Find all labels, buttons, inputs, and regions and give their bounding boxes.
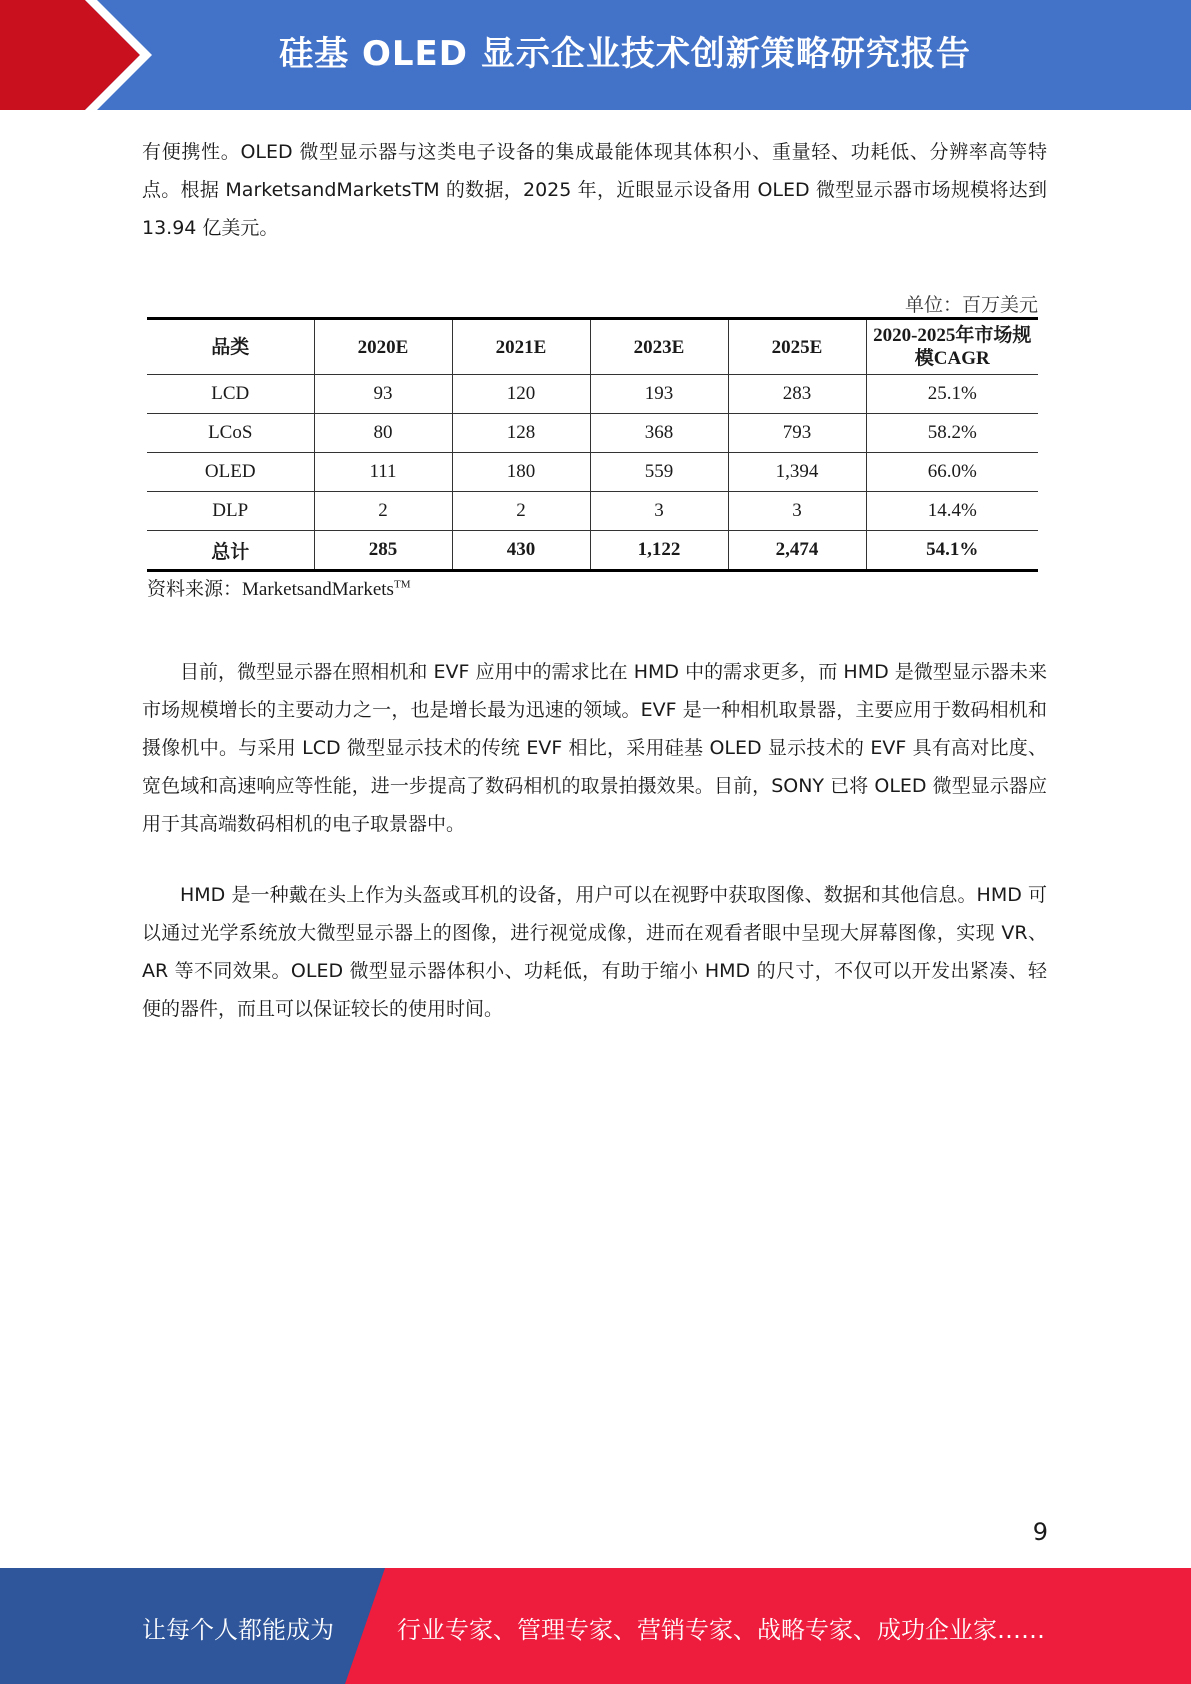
table-cell: 93 bbox=[314, 375, 452, 414]
table-row bbox=[147, 414, 1038, 453]
header-cell-2020e: 2020E bbox=[314, 319, 452, 375]
footer-banner bbox=[0, 1568, 1191, 1684]
header-cell-2025e: 2025E bbox=[728, 319, 866, 375]
table-cell: 128 bbox=[452, 414, 590, 453]
header-cell-2023e: 2023E bbox=[590, 319, 728, 375]
table-cell: 111 bbox=[314, 453, 452, 492]
body-paragraph-3: HMD 是一种戴在头上作为头盔或耳机的设备，用户可以在视野中获取图像、数据和其他信息。HMD 可以通过光学系统放大微型显示器上的图像，进行视觉成像，进而在观看者眼中呈现大屏幕图像，实现 VR、AR 等不同效果。OLED 微型显示器体积小、功耗低，有助于缩小 HMD 的尺寸，不仅可以开发出紧凑、轻便的器件，而且可以保证较长的使用时间。 bbox=[142, 884, 1047, 1020]
header-cell-cagr: 2020-2025年市场规模CAGR bbox=[866, 319, 1038, 375]
table-cell: 总计 bbox=[211, 541, 250, 563]
table-cell: 283 bbox=[728, 375, 866, 414]
table-cell: 2 bbox=[452, 492, 590, 531]
table-cell: 54.1% bbox=[866, 531, 1038, 571]
table-cell: OLED bbox=[147, 453, 314, 492]
table-total-row bbox=[147, 531, 1038, 571]
table-cell: 14.4% bbox=[866, 492, 1038, 531]
table-unit-label: 单位：百万美元 bbox=[904, 294, 1038, 316]
body-paragraph-2: 目前，微型显示器在照相机和 EVF 应用中的需求比在 HMD 中的需求更多，而 HMD 是微型显示器未来市场规模增长的主要动力之一，也是增长最为迅速的领域。EVF 是一种相机取景器，主要应用于数码相机和摄像机中。与采用 LCD 微型显示技术的传统 EVF 相比，采用硅基 OLED 显示技术的 EVF 具有高对比度、宽色域和高速响应等性能，进一步提高了数码相机的取景拍摄效果。目前，SONY 已将 OLED 微型显示器应用于其高端数码相机的电子取景器中。 bbox=[142, 661, 1047, 835]
table-cell: DLP bbox=[147, 492, 314, 531]
table-cell: 25.1% bbox=[866, 375, 1038, 414]
header-banner bbox=[0, 0, 1191, 110]
table-cell: 368 bbox=[590, 414, 728, 453]
footer-slogan-left: 让每个人都能成为 bbox=[142, 1616, 334, 1644]
table-source-note bbox=[147, 574, 410, 601]
footer-slogan-right: 行业专家、管理专家、营销专家、战略专家、成功企业家…… bbox=[397, 1616, 1045, 1644]
table-cell: 58.2% bbox=[866, 414, 1038, 453]
table-cell: 2 bbox=[314, 492, 452, 531]
table-row bbox=[147, 492, 1038, 531]
table-cell: 80 bbox=[314, 414, 452, 453]
trademark-superscript: TM bbox=[393, 578, 411, 591]
source-text: 资料来源：MarketsandMarkets bbox=[147, 579, 394, 600]
table-cell: 66.0% bbox=[866, 453, 1038, 492]
table-cell: 285 bbox=[314, 531, 452, 571]
table-cell: 2,474 bbox=[728, 531, 866, 571]
table-row bbox=[147, 375, 1038, 414]
table-header-row bbox=[147, 319, 1038, 375]
table-cell: 430 bbox=[452, 531, 590, 571]
table-cell: 120 bbox=[452, 375, 590, 414]
table-cell: 1,122 bbox=[590, 531, 728, 571]
header-cell-2021e: 2021E bbox=[452, 319, 590, 375]
table-cell: 193 bbox=[590, 375, 728, 414]
page-number: 9 bbox=[1032, 1518, 1048, 1546]
header-cell-category: 品类 bbox=[147, 319, 314, 375]
table-cell: 1,394 bbox=[728, 453, 866, 492]
table-cell: LCoS bbox=[147, 414, 314, 453]
market-size-table bbox=[147, 317, 1038, 572]
table-cell: 180 bbox=[452, 453, 590, 492]
table-cell: 793 bbox=[728, 414, 866, 453]
table-cell: 3 bbox=[728, 492, 866, 531]
table-cell: 559 bbox=[590, 453, 728, 492]
table-row bbox=[147, 453, 1038, 492]
page-title: 硅基 OLED 显示企业技术创新策略研究报告 bbox=[279, 34, 971, 74]
table-cell: LCD bbox=[147, 375, 314, 414]
table-cell: 3 bbox=[590, 492, 728, 531]
body-paragraph-1: 有便携性。OLED 微型显示器与这类电子设备的集成最能体现其体积小、重量轻、功耗低、分辨率高等特点。根据 MarketsandMarketsTM 的数据，2025 年，近眼显示设备用 OLED 微型显示器市场规模将达到 13.94 亿美元。 bbox=[142, 141, 1047, 239]
